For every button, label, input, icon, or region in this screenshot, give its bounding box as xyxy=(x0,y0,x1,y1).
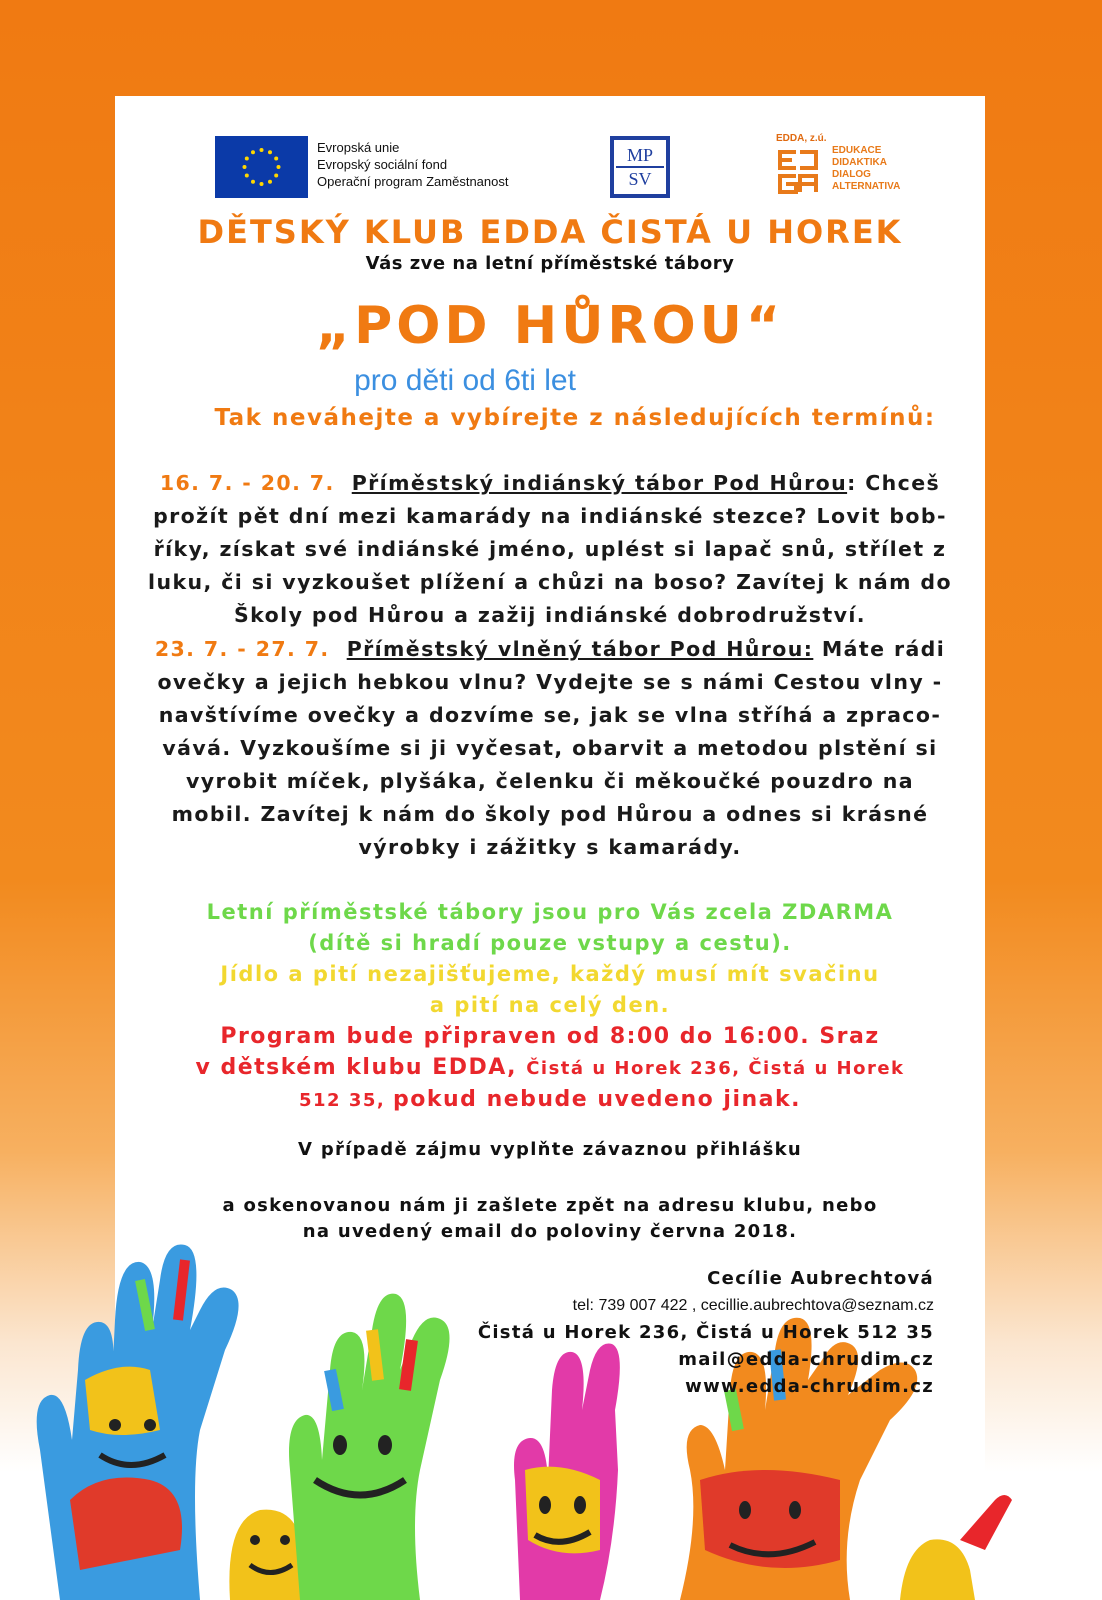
camp-2-date: 23. 7. - 27. 7. xyxy=(154,637,330,661)
contact-address: Čistá u Horek 236, Čistá u Horek 512 35 xyxy=(477,1322,934,1343)
website-link[interactable]: www.edda-chrudim.cz xyxy=(685,1376,934,1397)
contact-block xyxy=(478,1265,934,1400)
eu-logo-text: Evropská unie Evropský sociální fond Operační program Zaměstnanost xyxy=(317,140,509,189)
painted-hand-far-right xyxy=(900,1495,1012,1600)
edda-mark-icon xyxy=(776,148,820,196)
age-info: pro děti od 6ti let xyxy=(354,364,576,397)
painted-hand-left xyxy=(37,1244,239,1600)
painted-hand-center xyxy=(289,1294,450,1600)
camp-2-name: Příměstský vlněný tábor Pod Hůrou: xyxy=(346,637,814,661)
invitation-subtitle: Vás zve na letní příměstské tábory xyxy=(365,253,735,274)
food-notice: Jídlo a pití nezajišťujeme, každý musí mít svačinu a pití na celý den. xyxy=(220,962,880,1017)
program-notice: Program bude připraven od 8:00 do 16:00. Sraz v dětském klubu EDDA, Čistá u Horek 236, Čistá u Horek 512 35, pokud nebude uvedeno jinak. xyxy=(195,1024,905,1112)
contact-email-link[interactable]: mail@edda-chrudim.cz xyxy=(678,1349,934,1370)
edda-words: EDUKACE DIDAKTIKA DIALOG ALTERNATIVA xyxy=(832,145,901,192)
painted-hand-small-left xyxy=(229,1510,305,1600)
send-instructions: a oskenovanou nám ji zašlete zpět na adresu klubu, nebo na uvedený email do poloviny června 2018. xyxy=(222,1195,878,1242)
contact-name: Cecílie Aubrechtová xyxy=(707,1268,934,1289)
camp-2-description: 23. 7. - 27. 7. Příměstský vlněný tábor Pod Hůrou: Máte rádi ovečky a jejich hebkou vlnu? Vydejte se s námi Cestou vlny - navštívíme ovečky a dozvíme se, jak se vlna stříhá a zpraco- vává. Vyzkoušíme si ji vyčesat, obarvit a metodou plstění si vyrobit míček, plyšáka, čelenku či měkoučké pouzdro na mobil. Zavítej k nám do školy pod Hůrou a odnes si krásné výrobky i zážitky s kamarády. xyxy=(154,637,946,859)
choose-dates-text: Tak neváhejte a vybírejte z následujících termínů: xyxy=(214,405,936,431)
camp-name: „POD HŮROU“ xyxy=(315,296,785,356)
application-note: V případě zájmu vyplňte závaznou přihlášku xyxy=(298,1139,802,1160)
camp-1-date: 16. 7. - 20. 7. xyxy=(159,471,335,495)
mpsv-logo: MP SV xyxy=(610,136,670,198)
contact-phone-email[interactable]: tel: 739 007 422 , cecillie.aubrechtova@seznam.cz xyxy=(572,1297,934,1314)
camp-1-description: 16. 7. - 20. 7. Příměstský indiánský tábor Pod Hůrou: Chceš prožít pět dní mezi kamarády na indiánské stezce? Lovit bob- říky, získat své indiánské jméno, uplést si lapač snů, střílet z luku, či si vyzkoušet plížení a chůzi na boso? Zavítej k nám do Školy pod Hůrou a zažij indiánské dobrodružství. xyxy=(148,471,952,627)
club-title: DĚTSKÝ KLUB EDDA ČISTÁ U HOREK xyxy=(197,213,903,251)
camp-1-name: Příměstský indiánský tábor Pod Hůrou xyxy=(351,471,848,495)
free-notice: Letní příměstské tábory jsou pro Vás zcela ZDARMA (dítě si hradí pouze vstupy a cestu). xyxy=(206,900,894,955)
eu-flag-logo xyxy=(215,136,308,198)
